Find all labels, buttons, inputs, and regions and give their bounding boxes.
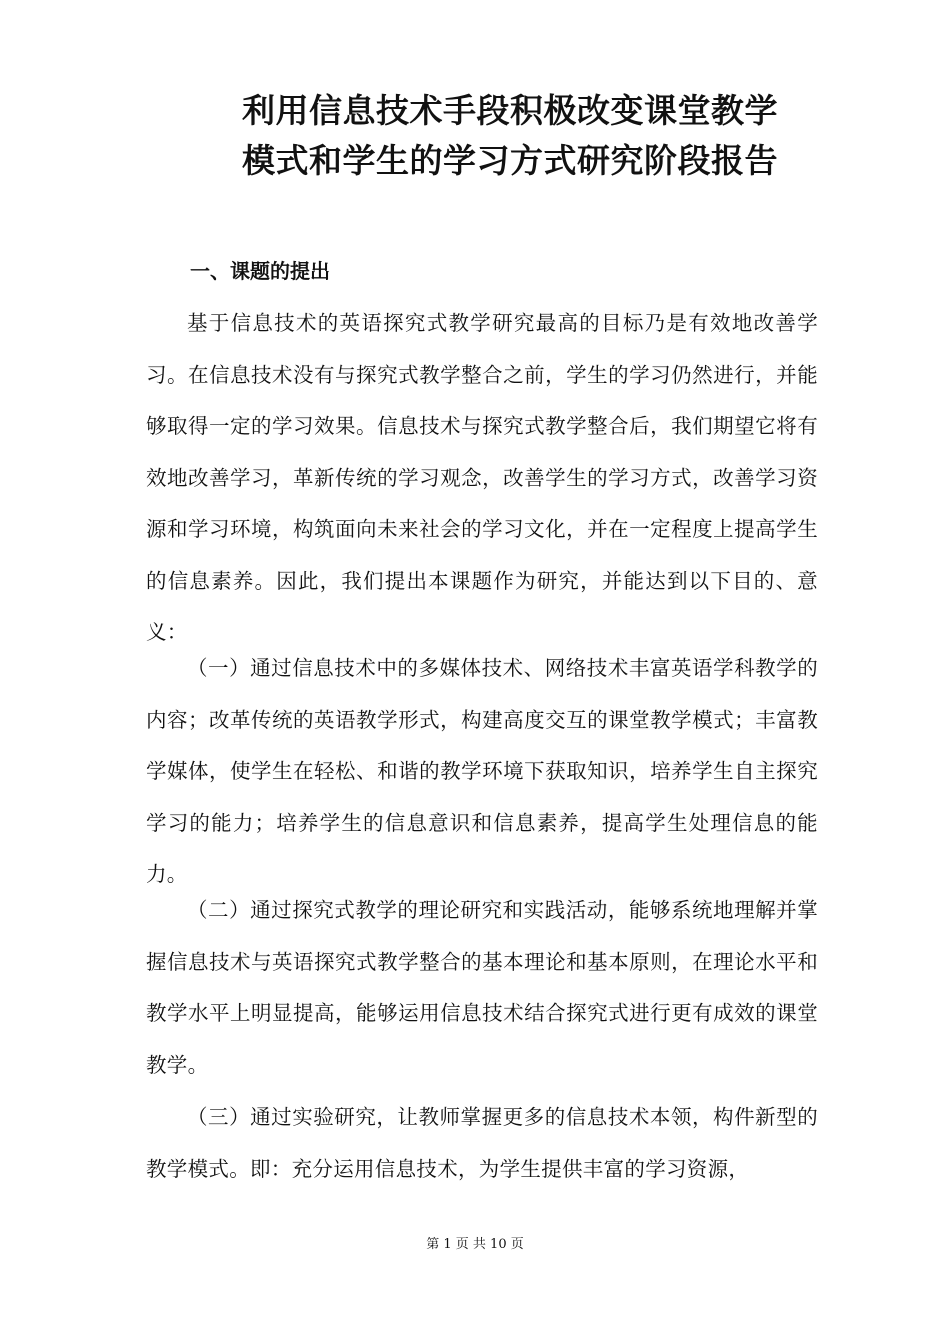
paragraph-goal-1: （一）通过信息技术中的多媒体技术、网络技术丰富英语学科教学的内容；改革传统的英语教学形式，构建高度交互的课堂教学模式；丰富教学媒体，使学生在轻松、和谐的教学环境下获取知识，培养学生自主探究学习的能力；培养学生的信息意识和信息素养，提高学生处理信息的能力。 bbox=[146, 656, 818, 886]
title-line-2: 模式和学生的学习方式研究阶段报告 bbox=[242, 141, 778, 180]
document-title bbox=[190, 86, 830, 186]
section-heading: 一、课题的提出 bbox=[190, 259, 330, 283]
paragraph-intro: 基于信息技术的英语探究式教学研究最高的目标乃是有效地改善学习。在信息技术没有与探究式教学整合之前，学生的学习仍然进行，并能够取得一定的学习效果。信息技术与探究式教学整合后，我们期望它将有效地改善学习，革新传统的学习观念，改善学生的学习方式，改善学习资源和学习环境，构筑面向未来社会的学习文化，并在一定程度上提高学生的信息素养。因此，我们提出本课题作为研究，并能达到以下目的、意义： bbox=[146, 311, 818, 644]
page-number-footer: 第 1 页 共 10 页 bbox=[426, 1237, 524, 1252]
title-line-1: 利用信息技术手段积极改变课堂教学 bbox=[242, 91, 778, 130]
paragraph-goal-2: （二）通过探究式教学的理论研究和实践活动，能够系统地理解并掌握信息技术与英语探究式教学整合的基本理论和基本原则，在理论水平和教学水平上明显提高，能够运用信息技术结合探究式进行更有成效的课堂教学。 bbox=[146, 898, 818, 1077]
paragraph-goal-3: （三）通过实验研究，让教师掌握更多的信息技术本领，构件新型的教学模式。即：充分运用信息技术，为学生提供丰富的学习资源， bbox=[146, 1105, 818, 1181]
